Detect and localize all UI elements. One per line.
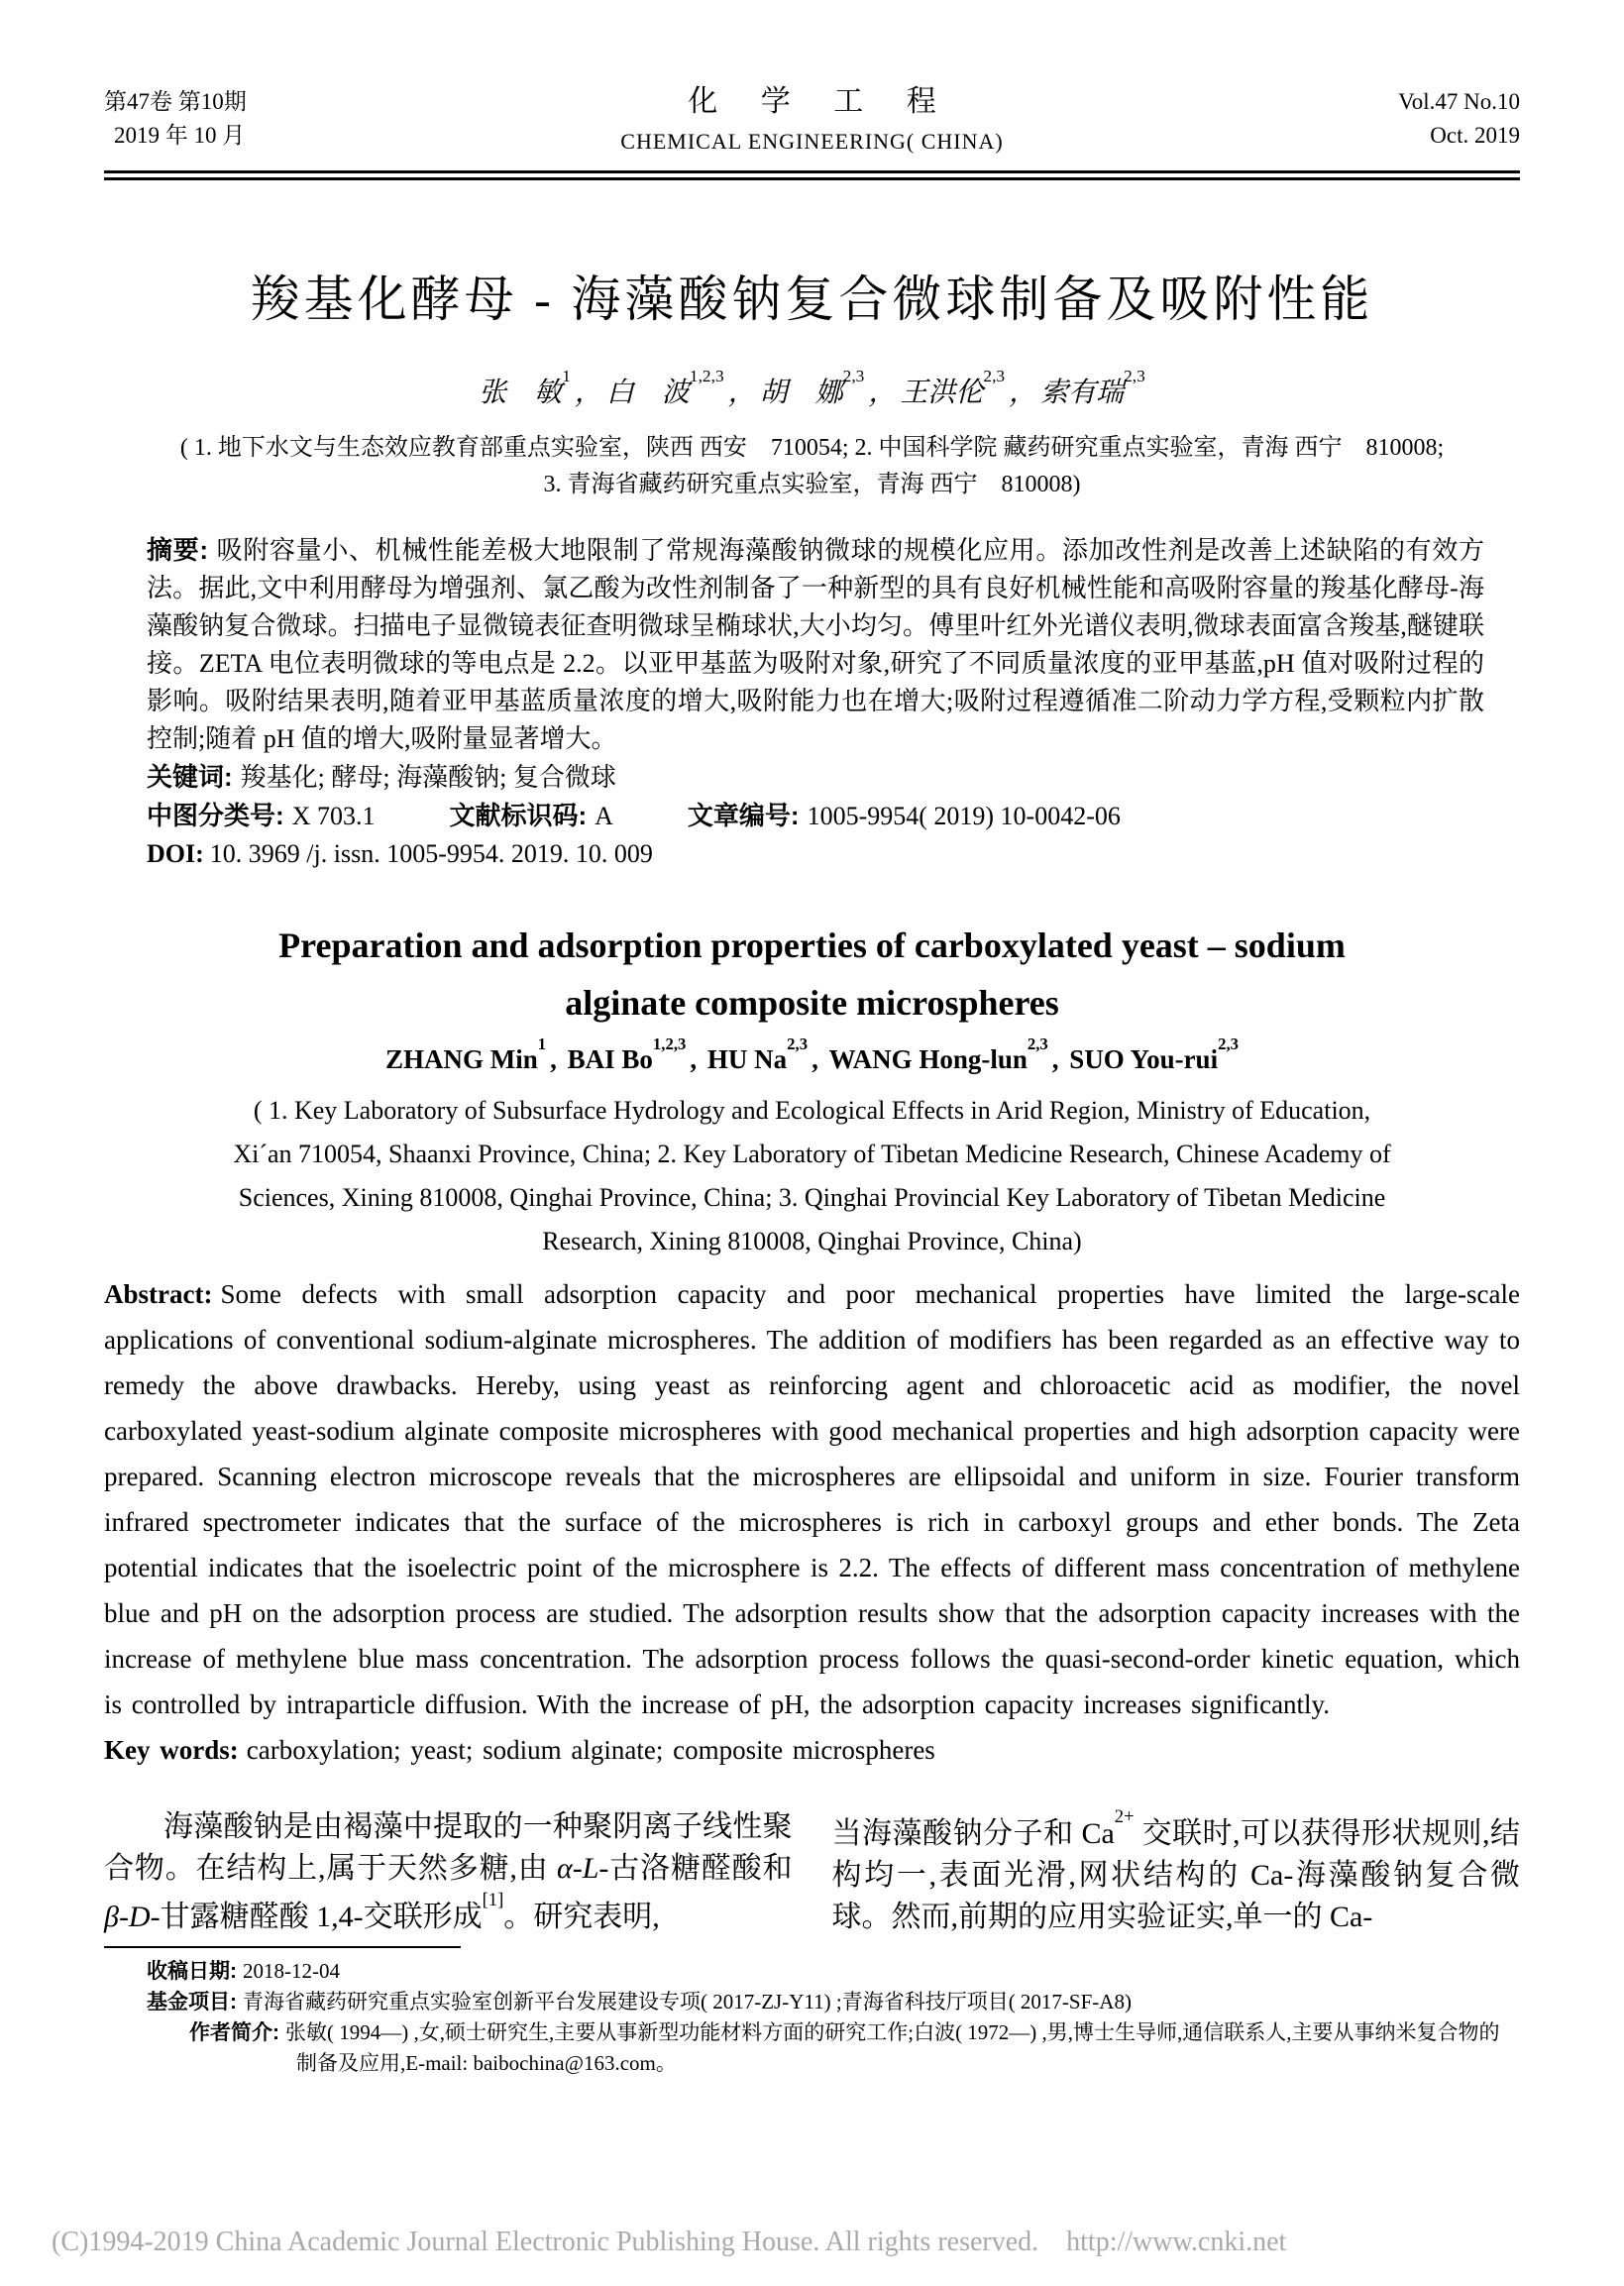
author-affil-superscript: 2,3 (1124, 367, 1145, 386)
body-text: 甘露糖醛酸 1,4-交联形成 (160, 1901, 483, 1933)
keywords-label-en: Key words: (104, 1735, 239, 1765)
author-name: 王洪伦 (900, 378, 984, 408)
article-id-label: 文章编号: (687, 801, 800, 830)
author-bio-value: 张敏( 1994—) ,女,硕士研究生,主要从事新型功能材料方面的研究工作;白波( 1972—) ,男,博士生导师,通信联系人,主要从事纳米复合物的制备及应用,E-mail: baibochina@163.com。 (285, 2020, 1500, 2075)
author-affil-superscript: 1 (562, 367, 571, 386)
author-separator: , (690, 1044, 704, 1074)
author-name: ZHANG Min (385, 1044, 538, 1074)
clc-pair (147, 802, 375, 830)
author-name: 白 波 (605, 378, 690, 408)
cnki-copyright: (C)1994-2019 China Academic Journal Electronic Publishing House. All rights reserved. http://www.cnki.net (52, 2227, 1287, 2257)
author-en (828, 1034, 1048, 1074)
authors-cn (104, 367, 1520, 410)
author-affil-superscript: 2,3 (1027, 1034, 1048, 1053)
italic-term: α-L- (556, 1852, 609, 1885)
affiliation-line: ( 1. 地下水文与生态效应教育部重点实验室，陕西 西安 710054; 2. 中国科学院 藏药研究重点实验室，青海 西宁 810008; (179, 435, 1445, 461)
author-en (1069, 1034, 1239, 1074)
abstract-block-en (104, 1271, 1520, 1773)
header-divider (104, 170, 1520, 180)
keywords-text-en: carboxylation; yeast; sodium alginate; composite microspheres (246, 1735, 935, 1765)
keywords-text-cn: 羧基化; 酵母; 海藻酸钠; 复合微球 (240, 763, 616, 792)
author-separator: ， (868, 378, 897, 408)
abstract-cn (147, 531, 1484, 758)
fund-line (147, 1987, 1520, 2017)
author-name: HU Na (706, 1044, 788, 1074)
author-en (567, 1034, 687, 1074)
title-en-line2: alginate composite microspheres (565, 983, 1059, 1023)
received-date-label: 收稿日期: (147, 1960, 237, 1983)
doi-value: 10. 3969 /j. issn. 1005-9954. 2019. 10. 009 (209, 839, 653, 868)
classification-line (147, 797, 1484, 835)
author-cn (759, 367, 865, 408)
pub-date-cn: 2019 年 10 月 (114, 123, 246, 148)
affiliation-line: 3. 青海省藏药研究重点实验室，青海 西宁 810008) (543, 472, 1081, 497)
article-id-pair (688, 802, 1121, 830)
author-separator: , (550, 1044, 564, 1074)
authors-en (104, 1034, 1520, 1075)
article-title-cn: 羧基化酵母 - 海藻酸钠复合微球制备及吸附性能 (250, 272, 1374, 327)
volume-issue-cn: 第47卷 第10期 (104, 89, 247, 114)
ion-superscript: 2+ (1114, 1805, 1135, 1827)
abstract-en (104, 1271, 1520, 1727)
author-name: SUO You-rui (1069, 1044, 1219, 1074)
journal-name-en: CHEMICAL ENGINEERING( CHINA) (620, 129, 1004, 154)
keywords-en (104, 1727, 1520, 1773)
abstract-label-cn: 摘要: (147, 535, 208, 565)
affiliation-line: ( 1. Key Laboratory of Subsurface Hydrology and Ecological Effects in Arid Region, Ministry of Education, (253, 1096, 1371, 1125)
author-bio-label: 作者简介: (189, 2021, 279, 2044)
body-columns (104, 1806, 1520, 1938)
affiliations-en (104, 1089, 1520, 1263)
article-title-en (104, 917, 1520, 1032)
affiliations-cn (104, 430, 1520, 503)
author-affil-superscript: 1,2,3 (652, 1034, 687, 1053)
doc-code-value: A (595, 802, 613, 830)
affiliation-line: Research, Xining 810008, Qinghai Province, China) (542, 1227, 1082, 1255)
footnote-divider (104, 1946, 461, 1948)
author-cn (605, 367, 724, 408)
citation-ref: [1] (482, 1889, 504, 1910)
author-separator: , (1051, 1044, 1066, 1074)
author-name: BAI Bo (567, 1044, 653, 1074)
author-en (385, 1034, 547, 1074)
header-right (1292, 85, 1520, 153)
author-name: 张 敏 (479, 378, 563, 408)
article-id-value: 1005-9954( 2019) 10-0042-06 (807, 802, 1121, 830)
fund-value: 青海省藏药研究重点实验室创新平台发展建设专项( 2017-ZJ-Y11) ;青海省科技厅项目( 2017-SF-A8) (243, 1990, 1132, 2014)
journal-name-cn: 化 学 工 程 (688, 85, 954, 118)
body-text: 当海藻酸钠分子和 Ca (831, 1817, 1115, 1850)
abstract-text-en: Some defects with small adsorption capacity and poor mechanical properties have limited the large-scale applications of conventional sodium-alginate microspheres. The addition of modifiers has been regarded as an effective way to remedy the above drawbacks. Hereby, using yeast as reinforcing agent and chloroacetic acid as modifier, the novel carboxylated yeast-sodium alginate composite microspheres with good mechanical properties and high adsorption capacity were prepared. Scanning electron microscope reveals that the microspheres are ellipsoidal and uniform in size. Fourier transform infrared spectrometer indicates that the surface of the microspheres is rich in carboxyl groups and ether bonds. The Zeta potential indicates that the isoelectric point of the microsphere is 2.2. The effects of different mass concentration of methylene blue and pH on the adsorption process are studied. The adsorption results show that the adsorption capacity increases with the increase of methylene blue mass concentration. The adsorption process follows the quasi-second-order kinetic equation, which is controlled by intraparticle diffusion. With the increase of pH, the adsorption capacity increases significantly. (104, 1279, 1520, 1719)
body-paragraph (104, 1806, 793, 1938)
header-left (104, 85, 332, 153)
abstract-block-cn (147, 531, 1484, 873)
title-en-line1: Preparation and adsorption properties of carboxylated yeast – sodium (278, 925, 1346, 965)
body-text: 交联时,可以获得形状规则,结构均一,表面光滑,网状结构的 Ca-海藻酸钠复合微球。然而,前期的应用实验证实,单一的 Ca- (831, 1817, 1521, 1933)
pub-date-en: Oct. 2019 (1430, 123, 1520, 148)
footnote-body (104, 1956, 1520, 2079)
author-affil-superscript: 1 (537, 1034, 547, 1053)
affiliation-line: Xi´an 710054, Shaanxi Province, China; 2. Key Laboratory of Tibetan Medicine Research, Chinese Academy of (233, 1140, 1391, 1168)
author-separator: ， (574, 378, 602, 408)
author-cn (1040, 367, 1145, 408)
body-text: 。研究表明, (503, 1901, 660, 1933)
author-en (706, 1034, 809, 1074)
clc-value: X 703.1 (291, 802, 376, 830)
body-text: 古洛糖醛酸和 (608, 1852, 793, 1885)
received-date-value: 2018-12-04 (243, 1959, 340, 1983)
author-affil-superscript: 2,3 (787, 1034, 809, 1053)
author-bio-line (147, 2017, 1520, 2079)
keywords-label-cn: 关键词: (147, 762, 233, 792)
author-name: 索有瑞 (1040, 378, 1125, 408)
body-paragraph (832, 1806, 1521, 1938)
author-name: 胡 娜 (759, 378, 843, 408)
affiliation-line: Sciences, Xining 810008, Qinghai Province, China; 3. Qinghai Provincial Key Laboratory of Tibetan Medicine (238, 1183, 1386, 1212)
author-separator: ， (1009, 378, 1037, 408)
author-affil-superscript: 1,2,3 (689, 367, 724, 386)
fund-label: 基金项目: (147, 1991, 237, 2014)
right-column (832, 1806, 1521, 1938)
author-cn (479, 367, 571, 408)
body-text: 海藻酸钠是由褐藻中提取的一种聚阴离子线性聚合物。在结构上,属于天然多糖,由 (104, 1810, 793, 1885)
keywords-cn (147, 758, 1484, 797)
journal-name (332, 85, 1292, 159)
author-affil-superscript: 2,3 (1218, 1034, 1239, 1053)
author-affil-superscript: 2,3 (842, 367, 865, 386)
clc-label: 中图分类号: (147, 801, 284, 830)
author-name: WANG Hong-lun (828, 1044, 1028, 1074)
author-separator: ， (727, 378, 756, 408)
volume-issue-en: Vol.47 No.10 (1398, 89, 1520, 114)
abstract-label-en: Abstract: (104, 1279, 213, 1309)
journal-header (104, 85, 1520, 159)
abstract-text-cn: 吸附容量小、机械性能差极大地限制了常规海藻酸钠微球的规模化应用。添加改性剂是改善上述缺陷的有效方法。据此,文中利用酵母为增强剂、氯乙酸为改性剂制备了一种新型的具有良好机械性能和高吸附容量的羧基化酵母-海藻酸钠复合微球。扫描电子显微镜表征查明微球呈椭球状,大小均匀。傅里叶红外光谱仪表明,微球表面富含羧基,醚键联接。ZETA 电位表明微球的等电点是 2.2。以亚甲基蓝为吸附对象,研究了不同质量浓度的亚甲基蓝,pH 值对吸附过程的影响。吸附结果表明,随着亚甲基蓝质量浓度的增大,吸附能力也在增大;吸附过程遵循准二阶动力学方程,受颗粒内扩散控制;随着 pH 值的增大,吸附量显著增大。 (147, 536, 1484, 753)
italic-term: β-D- (104, 1901, 161, 1933)
author-separator: , (812, 1044, 825, 1074)
author-affil-superscript: 2,3 (983, 367, 1006, 386)
received-date-line (147, 1956, 1520, 1987)
doi-label: DOI: (147, 839, 204, 868)
doc-code-pair (449, 802, 612, 830)
left-column (104, 1806, 793, 1938)
doc-code-label: 文献标识码: (449, 801, 588, 830)
doi-line (147, 835, 1484, 873)
author-cn (900, 367, 1006, 408)
footnote-block (104, 1946, 1520, 2079)
